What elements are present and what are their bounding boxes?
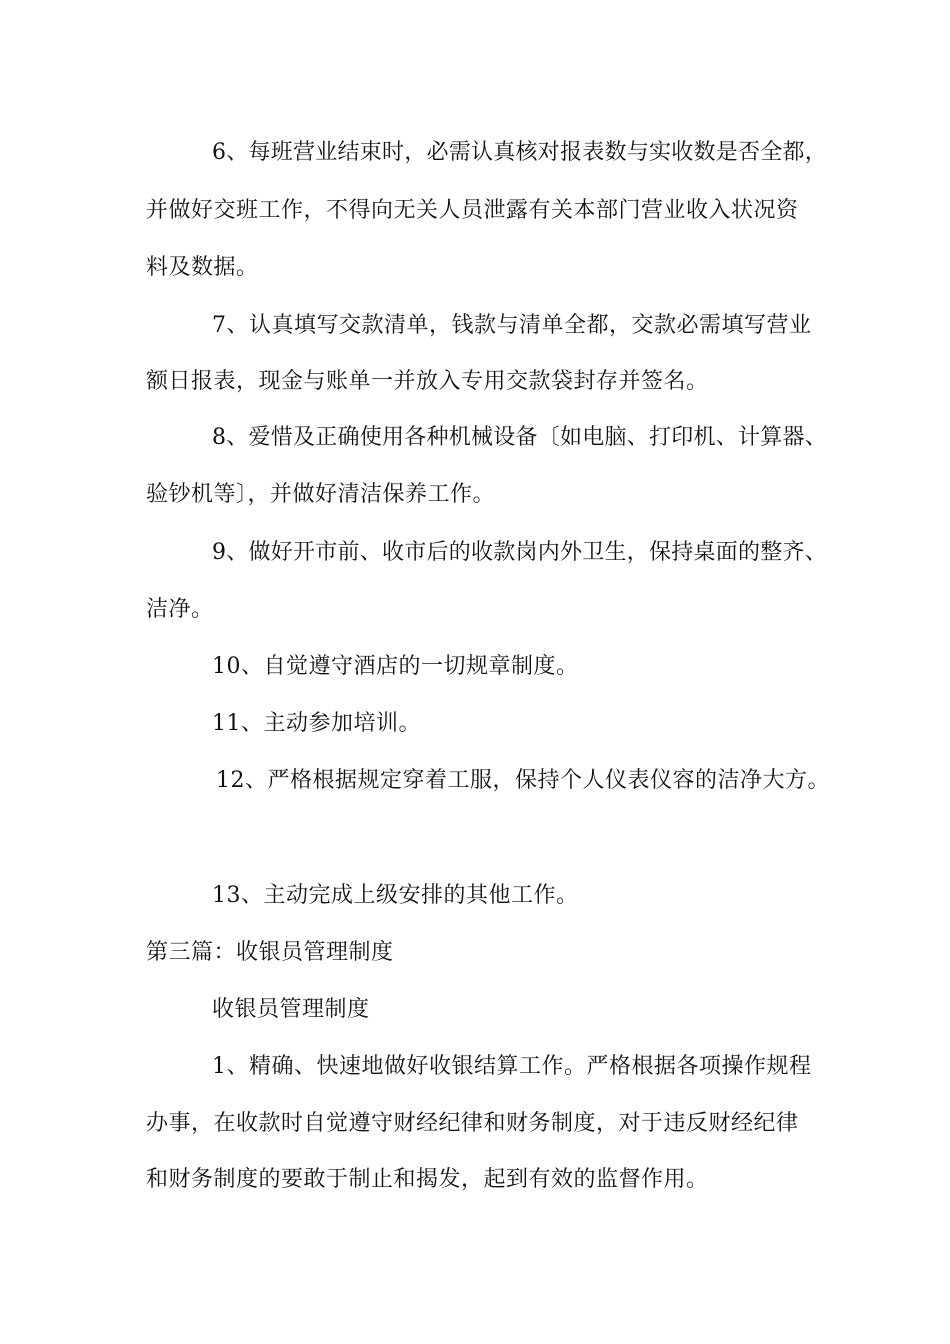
paragraph-7-line-1: 7、认真填写交款清单，钱款与清单全都，交款必需填写营业 xyxy=(212,313,812,338)
section-subtitle: 收银员管理制度 xyxy=(212,997,370,1022)
paragraph-6-line-2: 并做好交班工作，不得向无关人员泄露有关本部门营业收入状况资 xyxy=(146,198,799,223)
paragraph-8-line-1: 8、爱惜及正确使用各种机械设备〔如电脑、打印机、计算器、 xyxy=(212,425,827,450)
paragraph-9-line-1: 9、做好开市前、收市后的收款岗内外卫生，保持桌面的整齐、 xyxy=(212,540,827,565)
paragraph-13: 13、主动完成上级安排的其他工作。 xyxy=(212,883,579,908)
section-heading: 第三篇：收银员管理制度 xyxy=(146,940,394,965)
rule-1-line-1: 1、精确、快速地做好收银结算工作。严格根据各项操作规程 xyxy=(212,1054,812,1079)
rule-1-line-2: 办事，在收款时自觉遵守财经纪律和财务制度，对于违反财经纪律 xyxy=(146,1111,799,1136)
paragraph-12: 12、严格根据规定穿着工服，保持个人仪表仪容的洁净大方。 xyxy=(216,768,830,793)
paragraph-10: 10、自觉遵守酒店的一切规章制度。 xyxy=(212,654,579,679)
paragraph-9-line-2: 洁净。 xyxy=(146,597,214,622)
rule-1-line-3: 和财务制度的要敢于制止和揭发，起到有效的监督作用。 xyxy=(146,1167,709,1192)
paragraph-6-line-3: 料及数据。 xyxy=(146,255,259,280)
paragraph-11: 11、主动参加培训。 xyxy=(212,711,421,736)
paragraph-7-line-2: 额日报表，现金与账单一并放入专用交款袋封存并签名。 xyxy=(146,369,709,394)
paragraph-6-line-1: 6、每班营业结束时，必需认真核对报表数与实收数是否全都， xyxy=(212,140,827,165)
paragraph-8-line-2: 验钞机等〕，并做好清洁保养工作。 xyxy=(146,482,496,507)
